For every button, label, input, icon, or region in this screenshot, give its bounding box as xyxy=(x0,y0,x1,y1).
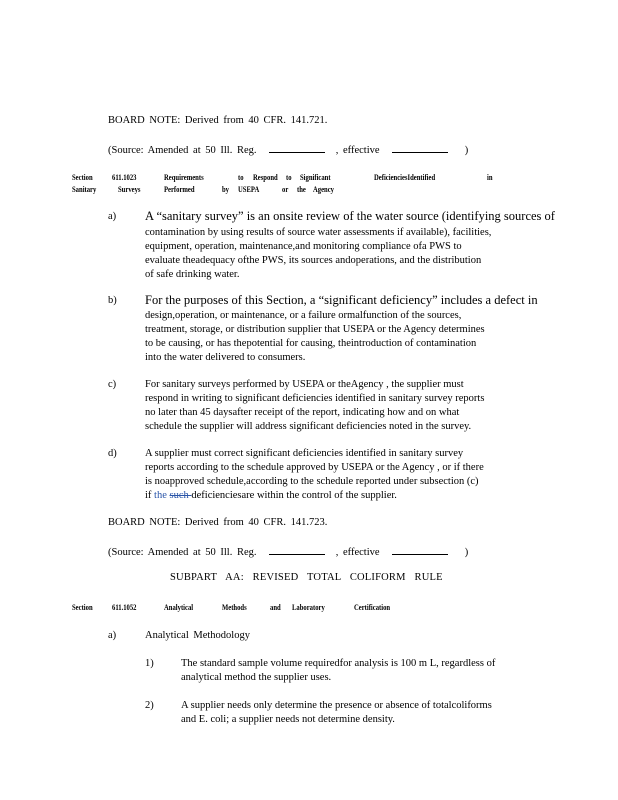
source-close: ) xyxy=(464,547,469,558)
sec-word: Section xyxy=(72,172,93,182)
para-b-line: treatment, storage, or distribution supplier that USEPA or the Agency determines xyxy=(145,324,485,335)
blank-line xyxy=(392,545,448,555)
inserted-text: the xyxy=(154,490,170,501)
sec-word: to xyxy=(286,172,292,182)
source-close: ) xyxy=(464,145,469,156)
subpart-heading: SUBPART AA: REVISED TOTAL COLIFORM RULE xyxy=(170,572,443,583)
para-d-line xyxy=(145,489,397,502)
source-prefix: (Source: Amended at 50 Ill. Reg. xyxy=(108,547,257,558)
sec-word: or xyxy=(282,184,289,194)
para-b-line: to be causing, or has thepotential for causing, theintroduction of contamination xyxy=(145,338,477,349)
blank-line xyxy=(269,143,325,153)
para-a-line: evaluate theadequacy ofthe PWS, its sources andoperations, and the distribution xyxy=(145,255,482,266)
para-a-line: contamination by using results of source water assessments if available), facilities, xyxy=(145,227,492,238)
source-prefix: (Source: Amended at 50 Ill. Reg. xyxy=(108,145,257,156)
para-c-line: respond in writing to significant deficiencies identified in sanitary survey reports xyxy=(145,393,485,404)
item-1-line: The standard sample volume requiredfor analysis is 100 m L, regardless of xyxy=(181,658,496,669)
struck-text: such xyxy=(169,490,192,501)
sec-word: DeficienciesIdentified xyxy=(374,172,436,182)
item-2-line: and E. coli; a supplier needs not determine density. xyxy=(181,714,395,725)
sec-word: 611.1052 xyxy=(112,602,137,612)
para-b-line: For the purposes of this Section, a “significant deficiency” includes a defect in xyxy=(145,293,538,307)
item-2-line: A supplier needs only determine the presence or absence of totalcoliforms xyxy=(181,700,492,711)
para-c-line: For sanitary surveys performed by USEPA or theAgency , the supplier must xyxy=(145,379,464,390)
source-line-2 xyxy=(108,545,468,559)
item-1-label: 1) xyxy=(145,658,154,669)
para-d-label: d) xyxy=(108,448,117,459)
blank-line xyxy=(392,143,448,153)
para-d-last-prefix: if xyxy=(145,490,155,501)
para-c-line: schedule the supplier will address significant deficiencies noted in the survey. xyxy=(145,421,472,432)
source-effective: , effective xyxy=(335,145,380,156)
para-c-label: c) xyxy=(108,379,117,390)
sec-word: by xyxy=(222,184,230,194)
board-note-2: BOARD NOTE: Derived from 40 CFR. 141.723. xyxy=(108,517,328,528)
para-d-line: is noapproved schedule,according to the schedule reported under subsection (c) xyxy=(145,476,479,487)
sec-word: Performed xyxy=(164,184,195,194)
sec-word: Analytical xyxy=(164,602,194,612)
para-a2-label: a) xyxy=(108,630,117,641)
para-a-label: a) xyxy=(108,211,117,222)
para-a-line: of safe drinking water. xyxy=(145,269,240,280)
sec-word: Agency xyxy=(313,184,334,194)
sec-word: and xyxy=(270,602,281,612)
sec-word: in xyxy=(487,172,493,182)
para-c-line: no later than 45 daysafter receipt of the report, indicating how and on what xyxy=(145,407,460,418)
sec-word: Significant xyxy=(300,172,331,182)
para-d-last-suffix: deficienciesare within the control of the supplier. xyxy=(191,490,397,501)
para-b-line: into the water delivered to consumers. xyxy=(145,352,306,363)
source-line-1 xyxy=(108,143,468,157)
para-a-line: equipment, operation, maintenance,and monitoring compliance ofa PWS to xyxy=(145,241,462,252)
sec-word: Sanitary xyxy=(72,184,97,194)
para-a-line: A “sanitary survey” is an onsite review of the water source (identifying sources of xyxy=(145,209,555,223)
sec-word: to xyxy=(238,172,244,182)
sec-word: Methods xyxy=(222,602,247,612)
sec-word: Certification xyxy=(354,602,391,612)
sec-word: 611.1023 xyxy=(112,172,137,182)
sec-word: Section xyxy=(72,602,93,612)
sec-word: Laboratory xyxy=(292,602,325,612)
sec-word: Surveys xyxy=(118,184,141,194)
para-b-line: design,operation, or maintenance, or a failure ormalfunction of the sources, xyxy=(145,310,462,321)
para-d-line: reports according to the schedule approved by USEPA or the Agency , or if there xyxy=(145,462,484,473)
sec-word: Respond xyxy=(253,172,278,182)
board-note-1: BOARD NOTE: Derived from 40 CFR. 141.721. xyxy=(108,115,328,126)
para-d-line: A supplier must correct significant deficiencies identified in sanitary survey xyxy=(145,448,464,459)
item-2-label: 2) xyxy=(145,700,154,711)
sec-word: the xyxy=(297,184,306,194)
sec-word: USEPA xyxy=(238,184,260,194)
para-a2-text: Analytical Methodology xyxy=(145,630,250,641)
source-effective: , effective xyxy=(335,547,380,558)
blank-line xyxy=(269,545,325,555)
item-1-line: analytical method the supplier uses. xyxy=(181,672,332,683)
sec-word: Requirements xyxy=(164,172,204,182)
para-b-label: b) xyxy=(108,295,117,306)
